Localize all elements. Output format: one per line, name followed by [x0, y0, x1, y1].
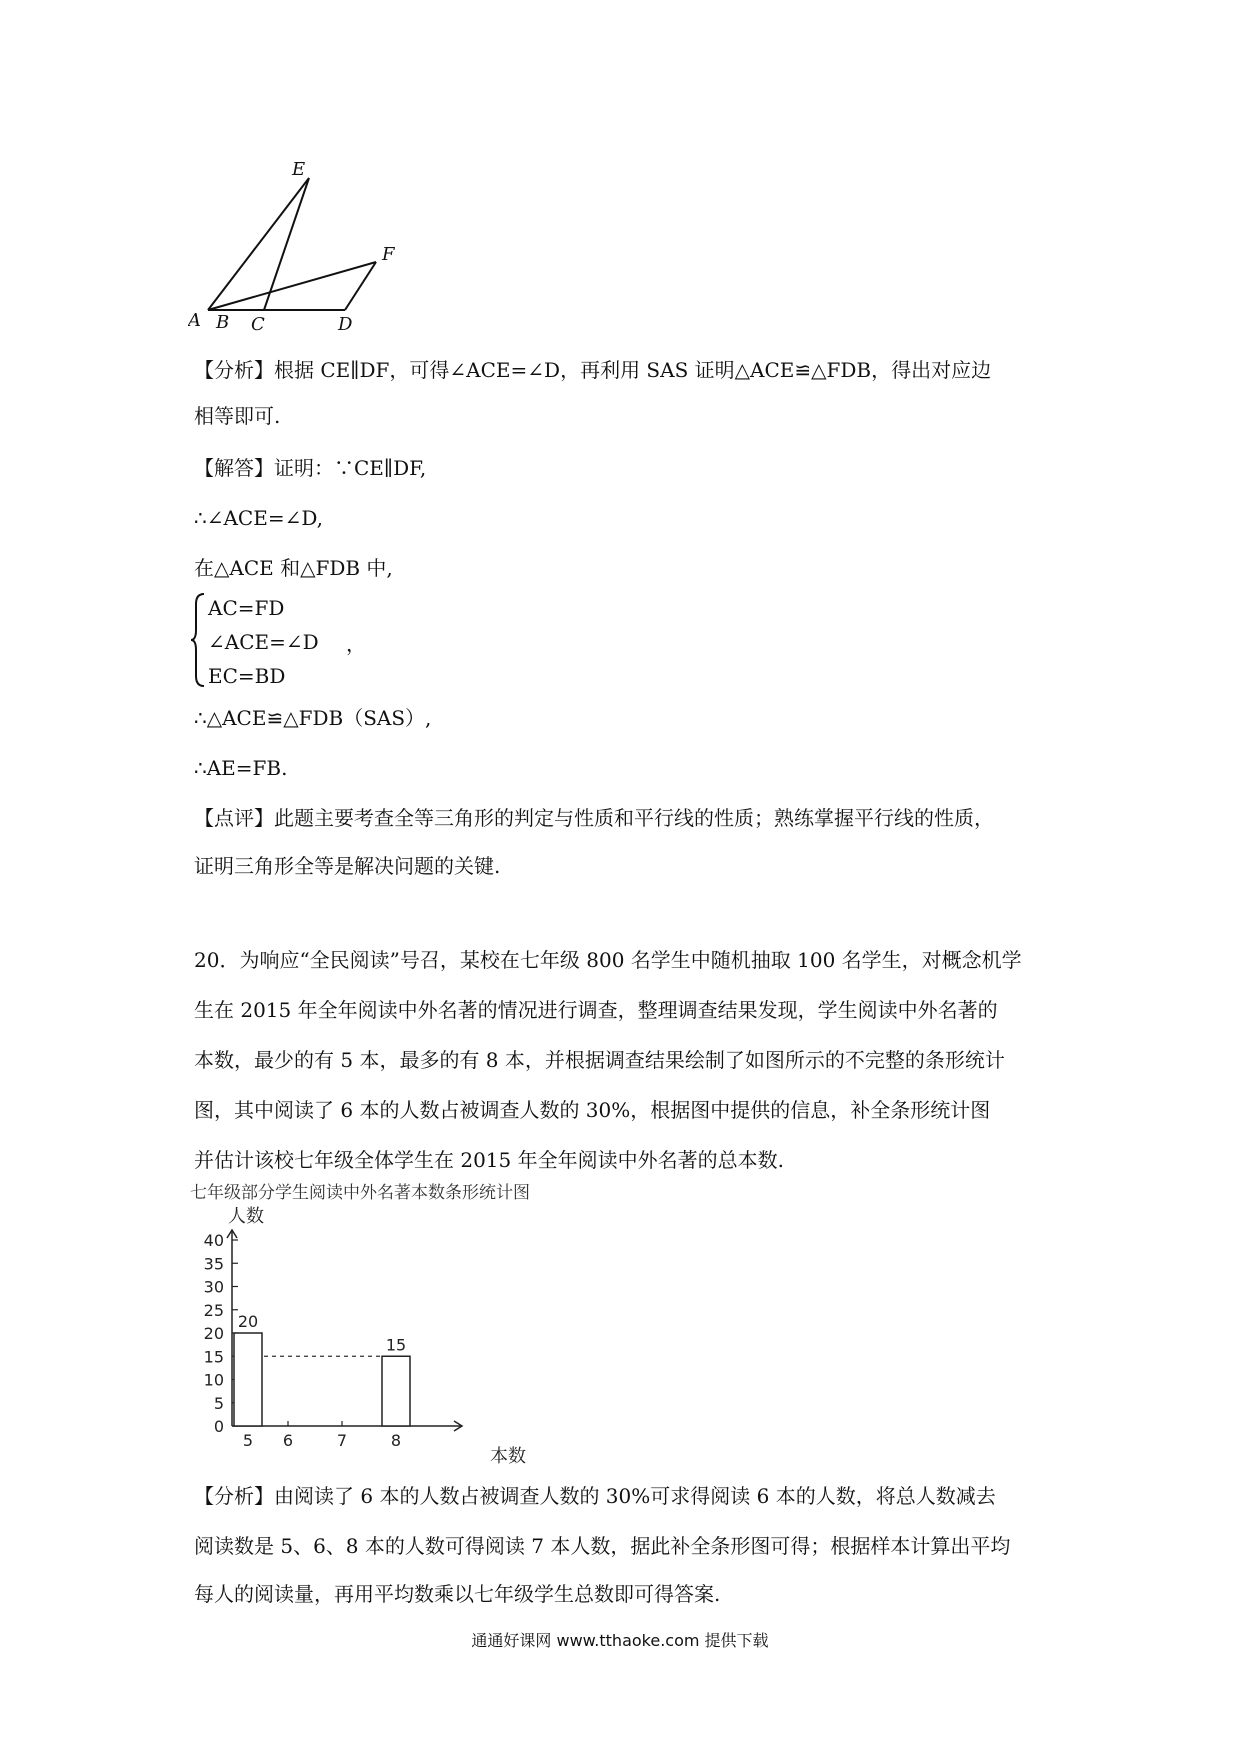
data-label-8: 15: [385, 1335, 407, 1355]
q19-solution-line-3: 在△ACE 和△FDB 中,: [194, 556, 393, 580]
y-tick-label: 5: [213, 1393, 224, 1413]
q19-conclusion-line-1: ∴△ACE≌△FDB（SAS）,: [194, 706, 432, 730]
y-tick-label: 35: [203, 1254, 224, 1274]
q20-analysis-line-3: 每人的阅读量，再用平均数乘以七年级学生总数即可得答案.: [194, 1582, 721, 1606]
q19-analysis-line-2: 相等即可.: [194, 404, 281, 428]
label-F: F: [382, 244, 395, 265]
label-D: D: [338, 314, 353, 335]
x-axis-label: 本数: [490, 1446, 526, 1467]
segment-CE: [264, 178, 309, 310]
q19-solution-line-2: ∴∠ACE=∠D,: [194, 506, 324, 530]
q19-solution-line-1: 【解答】证明：∵CE∥DF,: [194, 456, 427, 480]
y-tick-label: 20: [203, 1324, 224, 1343]
q20-problem-line-2: 生在 2015 年全年阅读中外名著的情况进行调查，整理调查结果发现，学生阅读中外名著的: [194, 998, 998, 1022]
y-tick-label: 0: [213, 1417, 224, 1436]
y-tick-label: 25: [203, 1300, 224, 1320]
bar-chart: [190, 1200, 550, 1470]
x-tick-label-8: 8: [390, 1431, 402, 1450]
geometry-figure: [188, 160, 408, 340]
q20-problem-line-3: 本数，最少的有 5 本，最多的有 8 本，并根据调查结果绘制了如图所示的不完整的条形统计: [194, 1048, 1005, 1072]
chart-title: 七年级部分学生阅读中外名著本数条形统计图: [190, 1183, 530, 1203]
x-tick-label-5: 5: [242, 1431, 254, 1450]
system-row-1: AC=FD: [208, 596, 285, 620]
x-tick-label-6: 6: [282, 1431, 294, 1450]
y-tick-label: 10: [203, 1370, 224, 1390]
q19-conclusion-line-2: ∴AE=FB.: [194, 756, 288, 780]
label-B: B: [216, 312, 230, 333]
q20-analysis-line-1: 【分析】由阅读了 6 本的人数占被调查人数的 30%可求得阅读 6 本的人数，将总人数减去: [194, 1484, 996, 1508]
footer-source: 通通好课网 www.tthaoke.com 提供下载: [471, 1631, 769, 1650]
system-row-2: ∠ACE=∠D: [208, 630, 319, 654]
bar-8: [382, 1356, 410, 1426]
y-axis-label: 人数: [228, 1206, 264, 1227]
q20-analysis-line-2: 阅读数是 5、6、8 本的人数可得阅读 7 本人数，据此补全条形图可得；根据样本计算出平均: [194, 1534, 1011, 1558]
data-label-5: 20: [237, 1312, 259, 1331]
q19-comment-line-1: 【点评】此题主要考查全等三角形的判定与性质和平行线的性质；熟练掌握平行线的性质，: [194, 806, 994, 830]
y-tick-label: 15: [203, 1347, 224, 1367]
system-brace: [190, 592, 206, 688]
q19-analysis-line-1: 【分析】根据 CE∥DF，可得∠ACE=∠D，再利用 SAS 证明△ACE≌△FDB，得出对应边: [194, 358, 992, 382]
q19-comment-line-2: 证明三角形全等是解决问题的关键.: [194, 854, 501, 878]
q20-problem-line-4: 图，其中阅读了 6 本的人数占被调查人数的 30%，根据图中提供的信息，补全条形统计图: [194, 1098, 991, 1122]
label-E: E: [292, 160, 306, 180]
label-C: C: [251, 314, 265, 335]
system-comma: ，: [346, 632, 366, 656]
q20-problem-line-5: 并估计该校七年级全体学生在 2015 年全年阅读中外名著的总本数.: [194, 1148, 784, 1172]
label-A: A: [188, 310, 201, 331]
system-row-3: EC=BD: [208, 664, 286, 688]
y-tick-label: 40: [203, 1231, 224, 1250]
q20-problem-line-1: 20．为响应“全民阅读”号召，某校在七年级 800 名学生中随机抽取 100 名学生，对概念机学: [194, 948, 1022, 972]
segment-AE: [208, 178, 309, 310]
y-tick-label: 30: [203, 1277, 224, 1297]
bar-5: [234, 1333, 262, 1426]
x-tick-label-7: 7: [336, 1431, 348, 1450]
